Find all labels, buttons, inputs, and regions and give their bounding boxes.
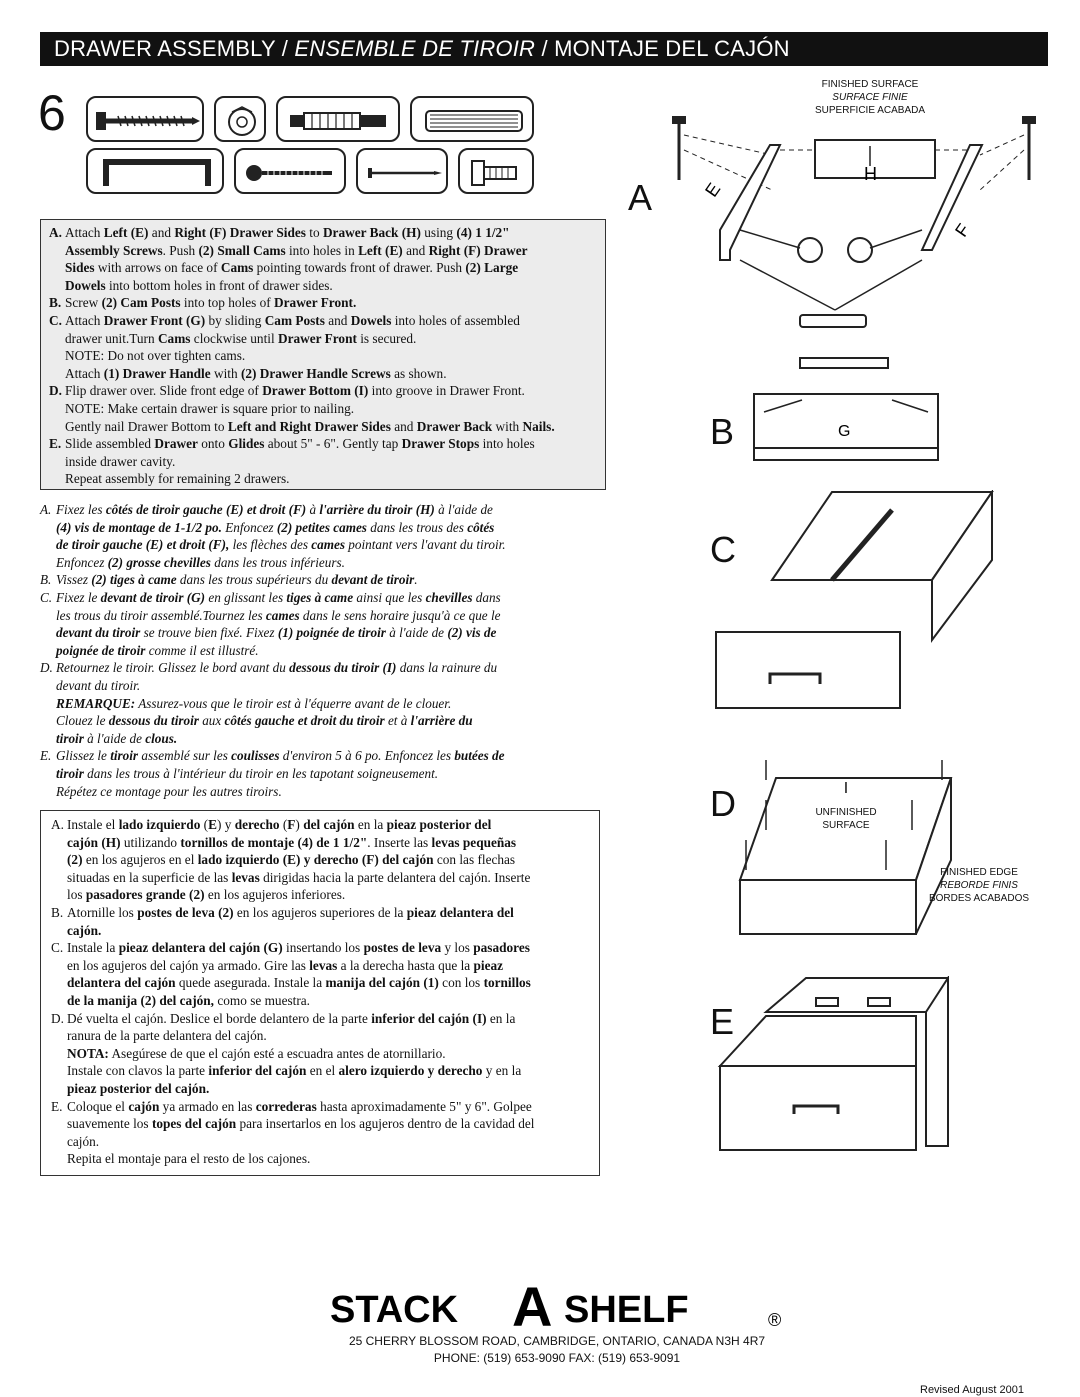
footer-address: 25 CHERRY BLOSSOM ROAD, CAMBRIDGE, ONTARIO, CANADA N3H 4R7 <box>348 1334 766 1348</box>
es-step-b: B. Atornille los postes de leva (2) en los agujeros superiores de la pieaz delantera del cajón. <box>51 904 514 938</box>
fr-step-c: C. Fixez le devant de tiroir (G) en glissant les tiges à came ainsi que les chevilles dans les trous du tiroir assemblé.Tournez les cames dans le sens horaire jusqu'à ce que le devant du tiroir se trouve bien fixé. Fixez (1) poignée de tiroir à l'aide de (2) vis de poignée de tiroir comme il est illustré. <box>40 589 501 658</box>
header-en: DRAWER ASSEMBLY / <box>54 36 295 61</box>
es-step-a: A. Instale el lado izquierdo (E) y derecho (F) del cajón en la pieaz posterior del cajón (H) utilizando tornillos de montaje (4) de 1 1/2". Inserte las levas pequeñas (2) en los agujeros en el lado izquierdo (E) y derecho (F) del cajón con las flechas situadas en la superficie de las levas dirigidas hacia la parte delantera del cajón. Inserte los pasadores grande (2) en los agujeros inferiores. <box>51 817 531 903</box>
en-step-e: E. Slide assembled Drawer onto Glides about 5" - 6". Gently tap Drawer Stops into holes inside drawer cavity. Repeat assembly for remaining 2 drawers. <box>49 436 535 487</box>
footer-phone: PHONE: (519) 653-9090 FAX: (519) 653-9091 <box>433 1351 681 1365</box>
fr-step-d: D. Retournez le tiroir. Glissez le bord avant du dessous du tiroir (I) dans la rainure du devant du tiroir. REMARQUE: Assurez-vous que le tiroir est à l'équerre avant de le clouer. Clouez le dessous du tiroir aux côtés gauche et droit du tiroir et à l'arrière du tiroir à l'aide de clous. <box>40 660 498 746</box>
handle-screw-icon <box>234 148 346 194</box>
es-step-d: D. Dé vuelta el cajón. Deslice el borde delantero de la parte inferior del cajón (I) en la ranura de la parte delantera del cajón. NOTA: Asegúrese de que el cajón esté a escuadra antes de atornillario. Instale con clavos la parte inferior del cajón en el alero izquierdo y derecho y en la pieaz posterior del cajón. <box>51 1010 522 1096</box>
cam-post-icon <box>276 96 400 142</box>
es-step-c: C. Instale la pieaz delantera del cajón (G) insertando los postes de leva y los pasadores en los agujeros del cajón ya armado. Gire las levas a la derecha hasta que la pieaz delantera del cajón quede asegurada. Instale la manija del cajón (1) con los tornillos de la manija (2) del cajón, como se muestra. <box>51 940 531 1008</box>
revision-date: Revised August 2001 <box>920 1384 1024 1396</box>
finished-edge-label: FINISHED EDGE REBORDE FINIS BORDES ACABADOS <box>928 867 1030 904</box>
en-step-d: D. Flip drawer over. Slide front edge of Drawer Bottom (I) into groove in Drawer Front. NOTE: Make certain drawer is square prior to nailing. Gently nail Drawer Bottom to Left and Right Drawer Sides and Drawer Back with Nails. <box>49 383 555 434</box>
part-h-label: H <box>864 164 877 184</box>
fr-step-b: B. Vissez (2) tiges à came dans les trous supérieurs du devant de tiroir. <box>40 572 418 588</box>
french-instructions <box>40 501 600 800</box>
nail-icon <box>356 148 448 194</box>
en-step-a: A. Attach Left (E) and Right (F) Drawer Sides to Drawer Back (H) using (4) 1 1/2" Assembly Screws. Push (2) Small Cams into holes in Left (E) and Right (F) Drawer Sides with arrows on face of Cams pointing towards front of drawer. Push (2) Large Dowels into bottom holes in front of drawer sides. <box>49 225 528 293</box>
drawer-stop-icon <box>458 148 534 194</box>
part-i-label: I <box>843 780 849 797</box>
large-dowel-icon <box>410 96 534 142</box>
drawer-stop-right-icon <box>868 998 890 1006</box>
step-label-e: E <box>710 1001 735 1042</box>
part-e-label: E <box>701 179 725 201</box>
logo-a: A <box>512 1275 553 1330</box>
diagram-b <box>752 392 942 464</box>
english-instructions <box>40 219 606 490</box>
diagram-e <box>716 976 956 1156</box>
diagram-a <box>660 110 1050 380</box>
spanish-instructions <box>40 810 600 1176</box>
fr-step-e: E. Glissez le tiroir assemblé sur les coulisses d'environ 5 à 6 po. Enfoncez les butées de tiroir dans les trous à l'intérieur du tiroir en les tapotant soigneusement. Répétez ce montage pour les autres tiroirs. <box>40 748 505 799</box>
en-step-b: B. Screw (2) Cam Posts into top holes of Drawer Front. <box>49 295 357 311</box>
logo-stack: STACK <box>330 1289 459 1330</box>
finished-surface-label: FINISHED SURFACE SURFACE FINIE SUPERFICIE ACABADA <box>814 79 926 116</box>
step-label-a: A <box>628 177 653 218</box>
step-label-b: B <box>710 411 735 452</box>
header-fr: ENSEMBLE DE TIROIR <box>294 36 536 61</box>
small-cam-icon <box>214 96 266 142</box>
step-number: 6 <box>38 85 66 141</box>
step-label-c: C <box>710 529 736 570</box>
assembly-screw-icon <box>86 96 204 142</box>
part-g-label: G <box>838 423 851 440</box>
stackashelf-logo <box>322 1270 792 1330</box>
logo-registered: ® <box>768 1310 782 1330</box>
footer-address-block <box>322 1333 792 1367</box>
es-step-e: E. Coloque el cajón ya armado en las correderas hasta aproximadamente 5" y 6". Golpee suavemente los topes del cajón para insertarlos en los agujeros dentro de la cavidad del cajón. Repita el montaje para el resto de los cajones. <box>51 1098 535 1167</box>
en-step-c: C. Attach Drawer Front (G) by sliding Cam Posts and Dowels into holes of assembled drawer unit.Turn Cams clockwise until Drawer Front is secured. NOTE: Do not over tighten cams. Attach (1) Drawer Handle with (2) Drawer Handle Screws as shown. <box>49 312 520 381</box>
drawer-stop-left-icon <box>816 998 838 1006</box>
screw-right-icon <box>1022 116 1036 180</box>
step-label-d: D <box>710 783 736 824</box>
logo-shelf: SHELF <box>564 1289 689 1330</box>
header-es: / MONTAJE DEL CAJÓN <box>535 36 790 61</box>
drawer-handle-icon <box>86 148 224 194</box>
screw-left-icon <box>672 116 686 180</box>
diagram-d <box>736 760 956 940</box>
unfinished-surface-label: UNFINISHED SURFACE <box>815 807 877 831</box>
diagram-c <box>712 490 1002 710</box>
part-f-label: F <box>951 220 974 241</box>
page-header <box>40 32 1048 66</box>
fr-step-a: A. Fixez les côtés de tiroir gauche (E) et droit (F) à l'arrière du tiroir (H) à l'aide de (4) vis de montage de 1-1/2 po. Enfoncez (2) petites cames dans les trous des côtés de tiroir gauche (E) et droit (F), les flèches des cames pointant vers l'avant du tiroir. Enfoncez (2) grosse chevilles dans les trous inférieurs. <box>40 502 506 570</box>
